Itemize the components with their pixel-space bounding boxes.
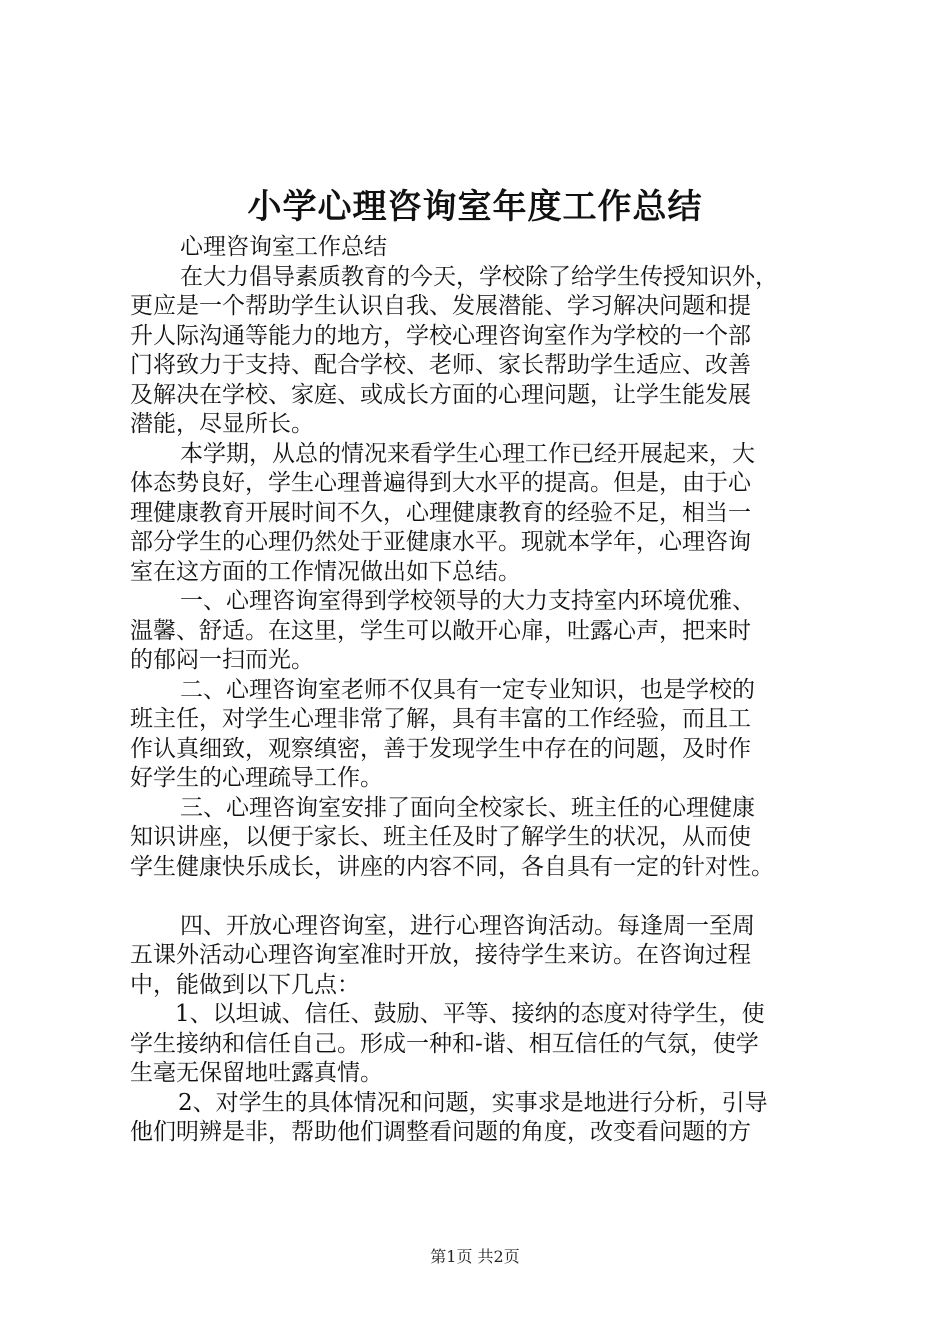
document-title: 小学心理咨询室年度工作总结 bbox=[247, 187, 703, 227]
text-line: 2、对学生的具体情况和问题，实事求是地进行分析，引导 bbox=[178, 1089, 768, 1116]
text-line: 三、心理咨询室安排了面向全校家长、班主任的心理健康 bbox=[180, 794, 755, 821]
text-line: 二、心理咨询室老师不仅具有一定专业知识，也是学校的 bbox=[180, 676, 755, 703]
text-line: 生毫无保留地吐露真情。 bbox=[130, 1060, 383, 1086]
text-line: 班主任，对学生心理非常了解，具有丰富的工作经验，而且工 bbox=[130, 706, 751, 732]
text-line: 升人际沟通等能力的地方，学校心理咨询室作为学校的一个部 bbox=[130, 322, 751, 349]
text-line: 学生接纳和信任自己。形成一种和-谐、相互信任的气氛，使学 bbox=[130, 1030, 759, 1057]
text-line: 的郁闷一扫而光。 bbox=[130, 647, 314, 673]
text-line: 心理咨询室工作总结 bbox=[180, 234, 387, 260]
blank-line bbox=[130, 882, 830, 912]
text-line: 体态势良好，学生心理普遍得到大水平的提高。但是，由于心 bbox=[130, 470, 751, 496]
text-line: 一、心理咨询室得到学校领导的大力支持室内环境优雅、 bbox=[180, 588, 755, 614]
page-footer: 第1页 共2页 bbox=[430, 1247, 520, 1266]
text-line: 好学生的心理疏导工作。 bbox=[130, 765, 383, 791]
text-line: 他们明辨是非，帮助他们调整看问题的角度，改变看问题的方 bbox=[130, 1119, 751, 1145]
text-line: 五课外活动心理咨询室准时开放，接待学生来访。在咨询过程 bbox=[130, 942, 751, 968]
text-line: 更应是一个帮助学生认识自我、发展潜能、学习解决问题和提 bbox=[130, 293, 751, 319]
text-line: 潜能，尽显所长。 bbox=[130, 411, 314, 437]
text-line: 四、开放心理咨询室，进行心理咨询活动。每逢周一至周 bbox=[180, 912, 755, 939]
document-body bbox=[130, 233, 830, 1148]
text-line: 部分学生的心理仍然处于亚健康水平。现就本学年，心理咨询 bbox=[130, 529, 751, 555]
text-line: 中，能做到以下几点： bbox=[130, 971, 360, 998]
text-line: 门将致力于支持、配合学校、老师、家长帮助学生适应、改善 bbox=[130, 352, 751, 378]
text-line: 1、以坦诚、信任、鼓励、平等、接纳的态度对待学生，使 bbox=[175, 1001, 765, 1027]
text-line: 学生健康快乐成长，讲座的内容不同，各自具有一定的针对性。 bbox=[130, 853, 774, 880]
text-line: 本学期，从总的情况来看学生心理工作已经开展起来，大 bbox=[180, 440, 755, 467]
text-line: 理健康教育开展时间不久，心理健康教育的经验不足，相当一 bbox=[130, 499, 751, 526]
text-line: 及解决在学校、家庭、或成长方面的心理问题，让学生能发展 bbox=[130, 381, 751, 408]
text-line: 作认真细致，观察缜密，善于发现学生中存在的问题，及时作 bbox=[130, 735, 751, 762]
text-line: 室在这方面的工作情况做出如下总结。 bbox=[130, 558, 521, 585]
text-line: 在大力倡导素质教育的今天，学校除了给学生传授知识外， bbox=[180, 263, 778, 290]
text-line: 知识讲座，以便于家长、班主任及时了解学生的状况，从而使 bbox=[130, 824, 751, 850]
text-line: 温馨、舒适。在这里，学生可以敞开心扉，吐露心声，把来时 bbox=[130, 617, 751, 644]
